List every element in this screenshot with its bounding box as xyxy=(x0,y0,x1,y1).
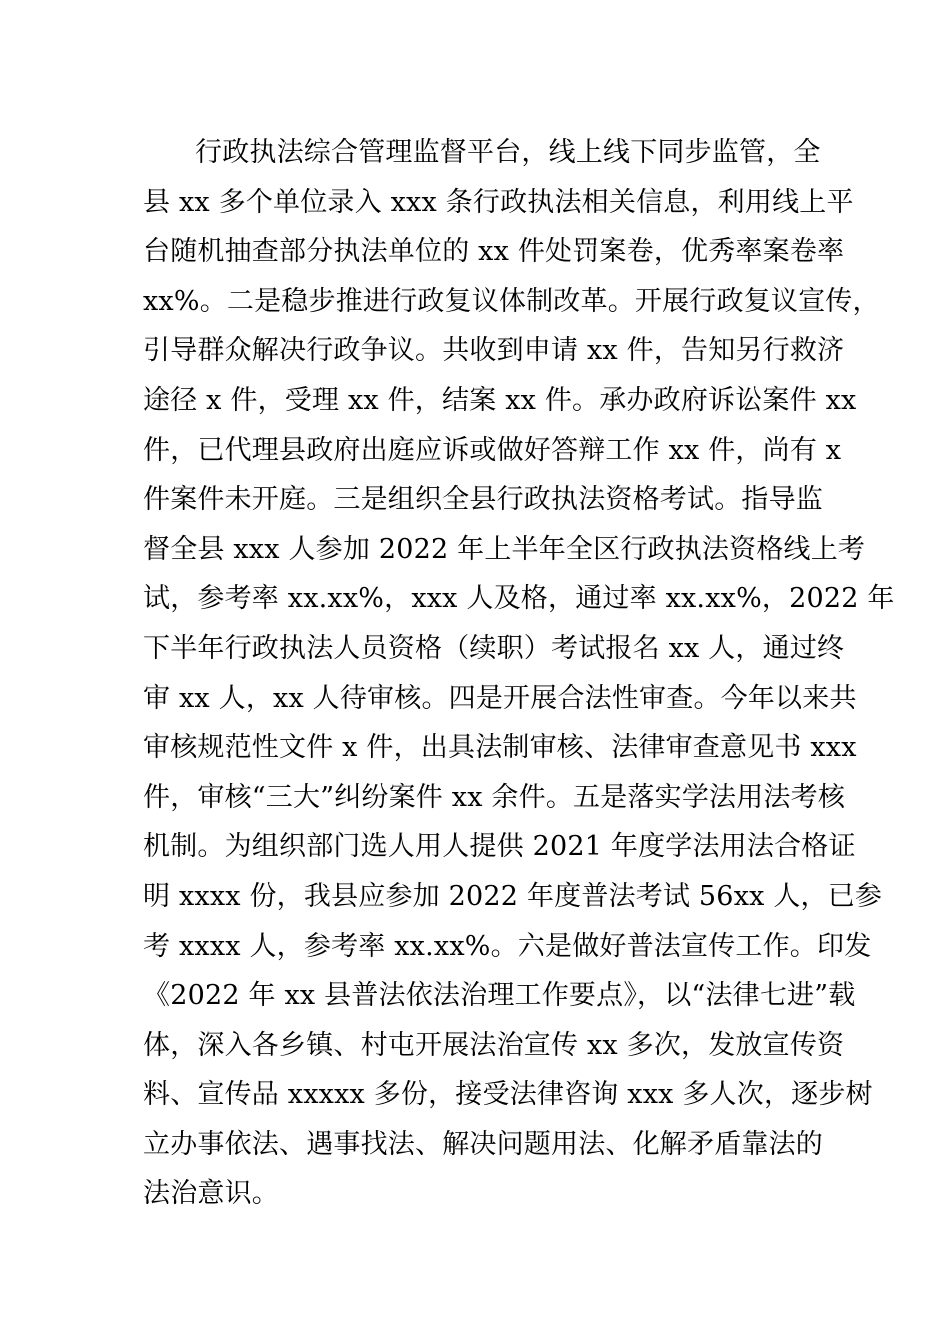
paragraph-line-4: xx%。二是稳步推进行政复议体制改革。开展行政复议宣传， xyxy=(143,285,880,317)
paragraph-line-17: 考 xxxx 人，参考率 xx.xx%。六是做好普法宣传工作。印发 xyxy=(143,930,872,962)
paragraph-line-20: 料、宣传品 xxxxx 多份，接受法律咨询 xxx 多人次，逐步树 xyxy=(143,1079,873,1111)
paragraph-line-8: 件案件未开庭。三是组织全县行政执法资格考试。指导监 xyxy=(143,484,823,516)
paragraph-line-19: 体，深入各乡镇、村屯开展法治宣传 xx 多次，发放宣传资 xyxy=(143,1029,845,1061)
paragraph-line-7: 件，已代理县政府出庭应诉或做好答辩工作 xx 件，尚有 x xyxy=(143,434,842,466)
paragraph-line-6: 途径 x 件，受理 xx 件，结案 xx 件。承办政府诉讼案件 xx xyxy=(143,384,857,416)
body-paragraph xyxy=(143,128,895,1219)
paragraph-line-14: 件，审核“三大”纠纷案件 xx 余件。五是落实学法用法考核 xyxy=(143,781,846,813)
paragraph-line-5: 引导群众解决行政争议。共收到申请 xx 件，告知另行救济 xyxy=(143,335,845,367)
paragraph-line-18: 《2022 年 xx 县普法依法治理工作要点》，以“法律七进”载 xyxy=(143,980,856,1012)
paragraph-line-13: 审核规范性文件 x 件，出具法制审核、法律审查意见书 xxx xyxy=(143,732,857,764)
paragraph-line-10: 试，参考率 xx.xx%，xxx 人及格，通过率 xx.xx%，2022 年 xyxy=(143,583,895,615)
paragraph-line-11: 下半年行政执法人员资格（续职）考试报名 xx 人，通过终 xyxy=(143,632,845,664)
paragraph-line-21: 立办事依法、遇事找法、解决问题用法、化解矛盾靠法的 xyxy=(143,1128,823,1160)
paragraph-line-9: 督全县 xxx 人参加 2022 年上半年全区行政执法资格线上考 xyxy=(143,533,866,565)
paragraph-line-12: 审 xx 人，xx 人待审核。四是开展合法性审查。今年以来共 xyxy=(143,682,857,714)
paragraph-line-2: 县 xx 多个单位录入 xxx 条行政执法相关信息，利用线上平 xyxy=(143,186,854,218)
paragraph-line-15: 机制。为组织部门选人用人提供 2021 年度学法用法合格证 xyxy=(143,831,856,863)
paragraph-line-1: 行政执法综合管理监督平台，线上线下同步监管，全 xyxy=(195,137,821,168)
paragraph-line-16: 明 xxxx 份，我县应参加 2022 年度普法考试 56xx 人，已参 xyxy=(143,880,883,912)
paragraph-line-22: 法治意识。 xyxy=(143,1178,279,1210)
paragraph-line-3: 台随机抽查部分执法单位的 xx 件处罚案卷，优秀率案卷率 xyxy=(143,236,845,268)
